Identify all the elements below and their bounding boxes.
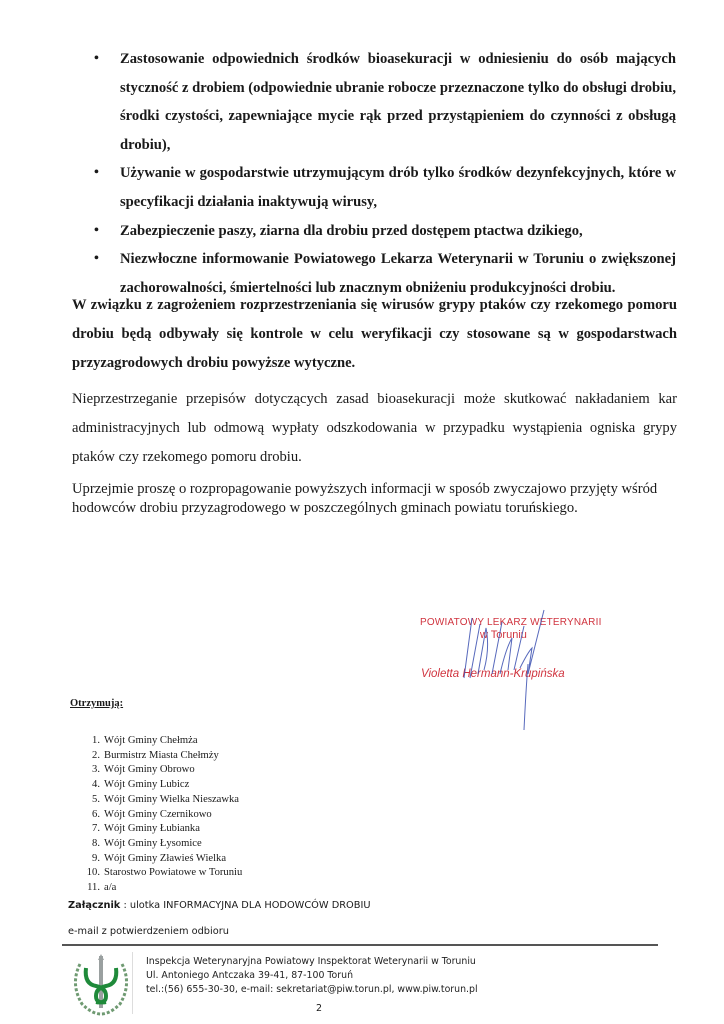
recipient-item: 11. a/a	[87, 882, 117, 894]
recipient-item: 1. Wójt Gminy Chełmża	[92, 735, 198, 746]
footer-address: Ul. Antoniego Antczaka 39-41, 87-100 Toruń	[146, 970, 354, 982]
bullet-icon: •	[94, 51, 99, 66]
footer-separator	[132, 952, 133, 1014]
attachment-label: Załącznik	[68, 900, 121, 911]
guideline-item: • Zabezpieczenie paszy, ziarna dla drobiu przed dostępem ptactwa dzikiego,	[94, 217, 676, 246]
guideline-item: • Używanie w gospodarstwie utrzymującym drób tylko środków dezynfekcyjnych, które w specyfikacji działania inaktywują wirusy,	[94, 159, 676, 216]
controls-paragraph: W związku z zagrożeniem rozprzestrzeniania się wirusów grypy ptaków czy rzekomego pomoru drobiu będą odbywały się kontrole w celu weryfikacji czy stosowane są w gospodarstwach przyzagrodowych drobiu powyższe wytyczne.	[72, 297, 677, 371]
attachment-text: : ulotka INFORMACYJNA DLA HODOWCÓW DROBIU	[120, 900, 371, 911]
guideline-item: • Niezwłoczne informowanie Powiatowego Lekarza Weterynarii w Toruniu o zwiększonej zachorowalności, śmiertelności lub znacznym obniżeniu produkcyjności drobiu.	[94, 245, 676, 302]
handwritten-signature-icon	[420, 608, 630, 733]
page-number: 2	[316, 1003, 323, 1014]
recipient-item: 9. Wójt Gminy Zławieś Wielka	[92, 852, 227, 864]
footer-divider	[62, 944, 658, 946]
recipient-item: 10. Starostwo Powiatowe w Toruniu	[86, 867, 243, 879]
recipient-item: 2. Burmistrz Miasta Chełmży	[92, 749, 219, 761]
stamp-title: POWIATOWY LEKARZ WETERYNARII	[420, 617, 602, 628]
recipient-item: 8. Wójt Gminy Łysomice	[92, 837, 202, 849]
attachment-note	[68, 900, 371, 911]
delivery-note: e-mail z potwierdzeniem odbioru	[68, 926, 229, 937]
signatory-name: Violetta Hermann-Krupińska	[421, 668, 565, 680]
bullet-icon: •	[94, 222, 99, 238]
stamp-city: w Toruniu	[480, 629, 527, 641]
bullet-icon: •	[94, 251, 99, 267]
footer-address-block	[146, 955, 478, 998]
recipients-list	[78, 734, 242, 896]
recipient-item: 7. Wójt Gminy Łubianka	[92, 823, 200, 835]
request-paragraph: Uprzejmie proszę o rozpropagowanie powyższych informacji w sposób zwyczajowo przyjęty wśród hodowców drobiu przyzagrodowego w poszczególnych gminach powiatu toruńskiego.	[72, 481, 658, 516]
recipient-item: 4. Wójt Gminy Lubicz	[92, 779, 190, 791]
veterinary-emblem-icon	[66, 950, 136, 1018]
recipient-item: 6. Wójt Gminy Czernikowo	[92, 808, 212, 820]
guideline-item: • Zastosowanie odpowiednich środków bioasekuracji w odniesieniu do osób mających styczność z drobiem (odpowiednie ubranie robocze przeznaczone tylko do obsługi drobiu, środki czystości, zapewniające mycie rąk przed przystąpieniem do czynności z obsługą drobiu),	[94, 45, 676, 159]
biosecurity-guidelines-list	[94, 45, 676, 302]
recipients-heading: Otrzymują:	[70, 698, 124, 709]
footer-contact: tel.:(56) 655-30-30, e-mail: sekretariat@piw.torun.pl, www.piw.torun.pl	[146, 984, 478, 996]
recipient-item: 5. Wójt Gminy Wielka Nieszawka	[92, 793, 239, 805]
official-stamp-signature	[420, 608, 630, 728]
footer-institution: Inspekcja Weterynaryjna Powiatowy Inspektorat Weterynarii w Toruniu	[146, 956, 476, 967]
bullet-icon: •	[94, 165, 99, 181]
recipient-item: 3. Wójt Gminy Obrowo	[92, 764, 195, 776]
penalties-paragraph: Nieprzestrzeganie przepisów dotyczących zasad bioasekuracji może skutkować nakładaniem kar administracyjnych lub odmową wypłaty odszkodowania w przypadku wystąpienia ogniska grypy ptaków czy rzekomego pomoru drobiu.	[72, 391, 677, 465]
